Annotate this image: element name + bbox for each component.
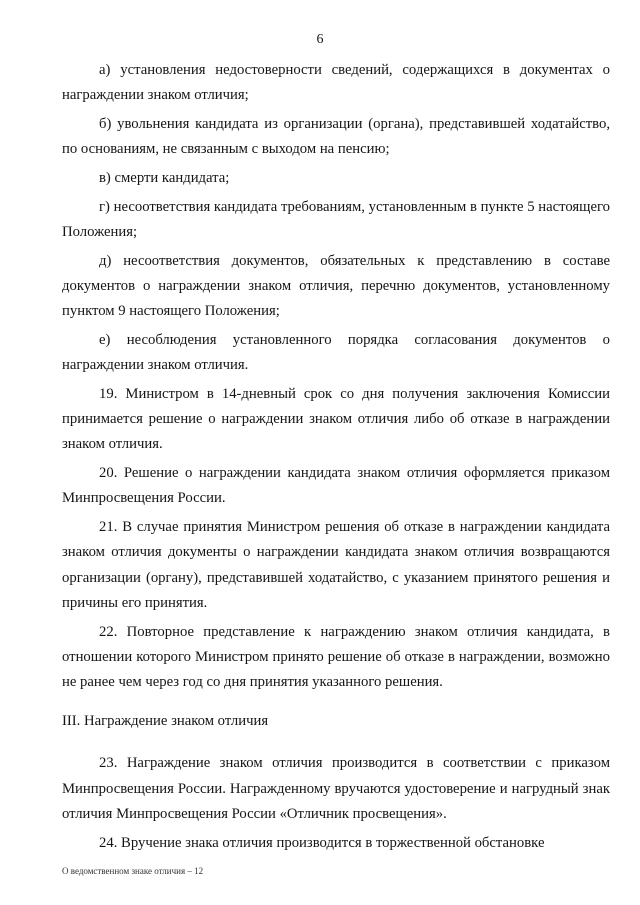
paragraph-22: 22. Повторное представление к награждению знаком отличия кандидата, в отношении которого Министром принято решение об отказе в награждении, возможно не ранее чем через год со дня принятия указанного решения. xyxy=(62,623,610,691)
page-number: 6 xyxy=(316,32,324,47)
paragraph-item-d: д) несоответствия документов, обязательных к представлению в составе документов о награждении знаком отличия, перечню документов, установленному пунктом 9 настоящего Положения; xyxy=(62,252,610,320)
paragraph-item-v: в) смерти кандидата; xyxy=(99,170,230,186)
paragraph-19: 19. Министром в 14-дневный срок со дня получения заключения Комиссии принимается решение о награждении знаком отличия либо об отказе в награждении знаком отличия. xyxy=(62,386,610,453)
paragraph-21: 21. В случае принятия Министром решения об отказе в награждении кандидата знаком отличия документы о награждении кандидата знаком отличия возвращаются организации (органу), представившей ходатайство, с указанием принятого решения и причины его принятия. xyxy=(62,519,610,611)
footer-note: О ведомственном знаке отличия – 12 xyxy=(62,866,204,876)
paragraph-24: 24. Вручение знака отличия производится в торжественной обстановке xyxy=(99,834,545,851)
paragraph-item-g: г) несоответствия кандидата требованиям, установленным в пункте 5 настоящего Положения; xyxy=(62,198,610,240)
paragraph-23: 23. Награждение знаком отличия производится в соответствии с приказом Минпросвещения России. Награжденному вручаются удостоверение и нагрудный знак отличия Минпросвещения России «Отличник просвещения». xyxy=(62,755,610,822)
paragraph-item-e: е) несоблюдения установленного порядка согласования документов о награждении знаком отличия. xyxy=(62,332,610,374)
paragraph-20: 20. Решение о награждении кандидата знаком отличия оформляется приказом Минпросвещения России. xyxy=(62,465,610,507)
paragraph-item-a: а) установления недостоверности сведений, содержащихся в документах о награждении знаком отличия; xyxy=(62,62,610,104)
paragraph-item-b: б) увольнения кандидата из организации (органа), представившей ходатайство, по основаниям, не связанным с выходом на пенсию; xyxy=(62,116,610,158)
document-body xyxy=(62,58,610,859)
section-heading: III. Награждение знаком отличия xyxy=(62,713,269,730)
